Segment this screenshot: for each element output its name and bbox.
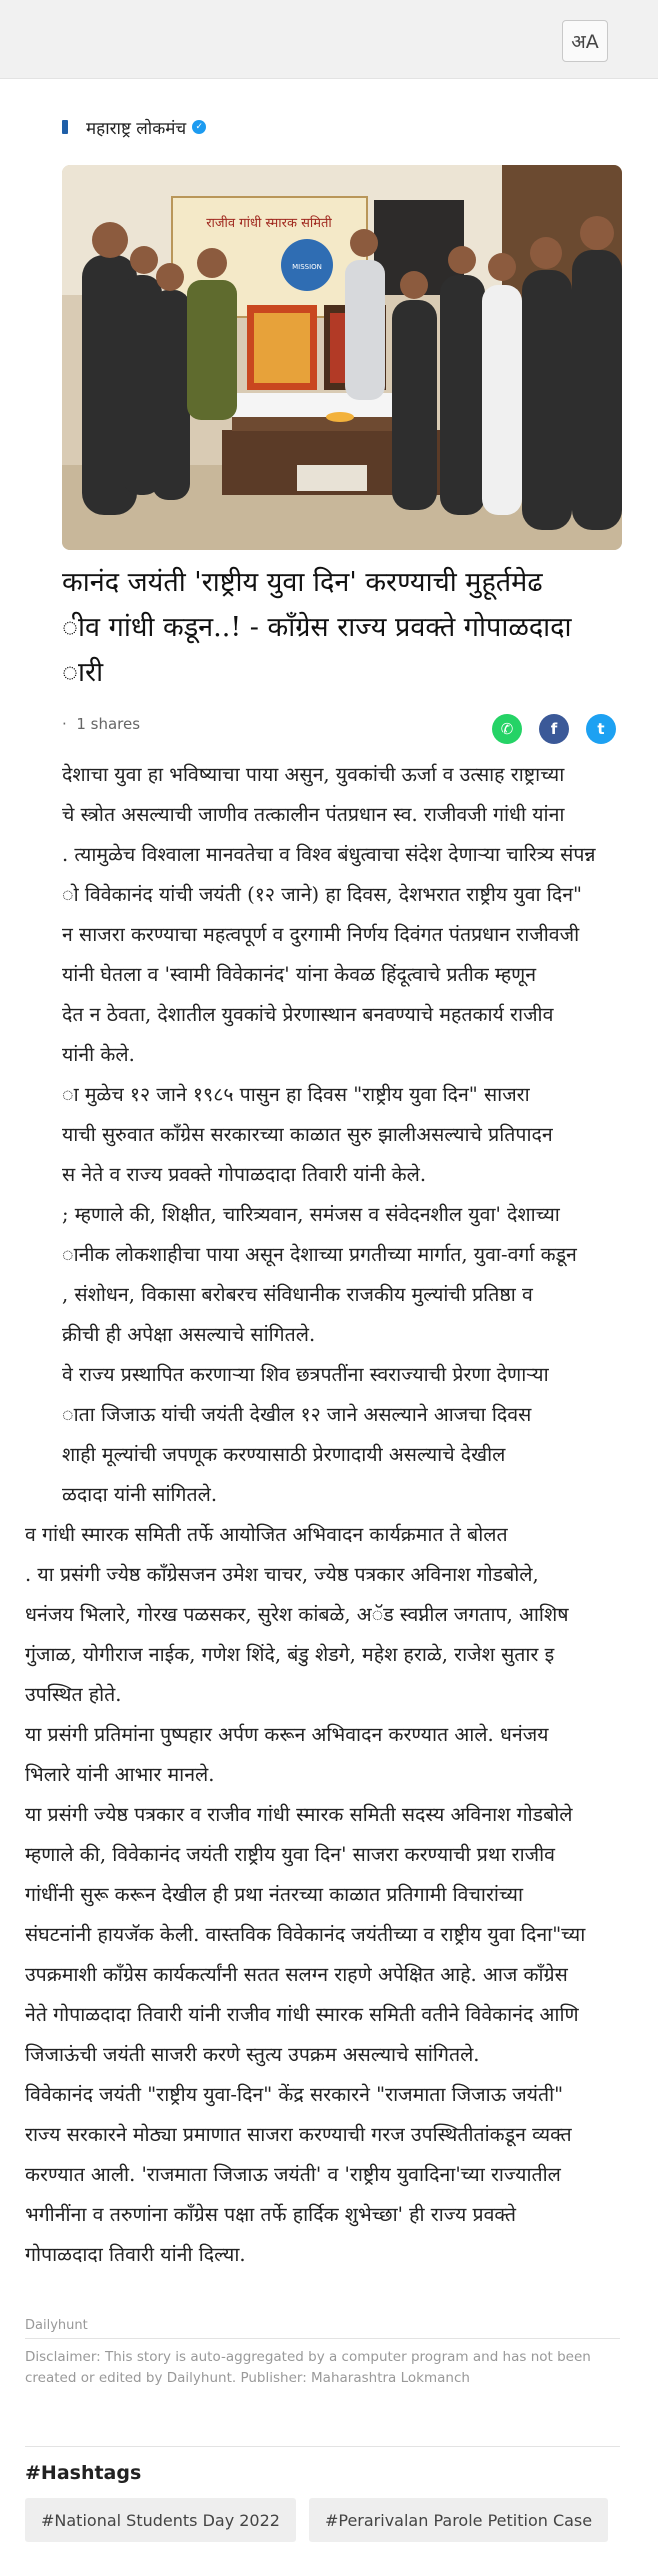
poster-label: MISSION (292, 263, 322, 271)
disclaimer-text: Disclaimer: This story is auto-aggregated by a computer program and has not been created or edited by Dailyhunt. Publisher: Maharashtra Lokmanch (25, 2349, 591, 2386)
article-paragraph: वे राज्य प्रस्थापित करणाऱ्या शिव छत्रपतींना स्वराज्याची प्रेरणा देणाऱ्या ाता जिजाऊ यांची जयंती देखील १२ जाने असल्याने आजचा दिवस शाही मूल्यांची जपणूक करण्यासाठी प्रेरणादायी असल्याचे देखील ळदादा यांनी सांगितले. (62, 1363, 549, 1506)
article-paragraph: ; म्हणाले की, शिक्षीत, चारित्र्यवान, समंजस व संवेदनशील युवा' देशाच्या ानीक लोकशाहीचा पाया असून देशाच्या प्रगतीच्या मार्गात, युवा-वर्गा कडून , संशोधन, विकासा बरोबरच संविधानीक राजकीय मुल्यांची प्रतिष्ठा व क्रीची ही अपेक्षा असल्याचे सांगितले. (62, 1203, 577, 1346)
article-paragraph: ा मुळेच १२ जाने १९८५ पासुन हा दिवस "राष्ट्रीय युवा दिन" साजरा याची सुरुवात काँग्रेस सरकारच्या काळात सुरु झालीअसल्याचे प्रतिपादन स नेते व राज्य प्रवक्ते गोपाळदादा तिवारी यांनी केले. (62, 1083, 553, 1186)
divider (25, 2338, 620, 2339)
top-bar (0, 0, 658, 79)
share-count: · 1 shares (62, 715, 141, 733)
article-paragraph: या प्रसंगी ज्येष्ठ पत्रकार व राजीव गांधी स्मारक समिती सदस्य अविनाश गोडबोले म्हणाले की, विवेकानंद जयंती राष्ट्रीय युवा दिन' साजरा करण्याची प्रथा राजीव गांधींनी सुरू करून देखील ही प्रथा नंतरच्या काळात प्रतिगामी विचारांच्या संघटनांनी हायजॅक केली. वास्तविक विवेकानंद जयंतीच्या व राष्ट्रीय युवा दिना"च्या उपक्रमाशी काँग्रेस कार्यकर्त्यांनी सतत सलग्न राहणे अपेक्षित आहे. आज काँग्रेस नेते गोपाळदादा तिवारी यांनी राजीव गांधी स्मारक समिती वतीने विवेकानंद आणि जिजाऊंची जयंती साजरी करणे स्तुत्य उपक्रम असल्याचे सांगितले. (25, 1803, 586, 2066)
share-count-text: 1 shares (76, 715, 141, 733)
hashtag-list (25, 2498, 608, 2542)
article-body (0, 755, 658, 2335)
banner-text: राजीव गांधी स्मारक समिती (206, 216, 332, 231)
article-paragraph: देशाचा युवा हा भविष्याचा पाया असुन, युवकांची ऊर्जा व उत्साह राष्ट्राच्या चे स्त्रोत असल्याची जाणीव तत्कालीन पंतप्रधान स्व. राजीवजी गांधी यांना . त्यामुळेच विश्वाला मानवतेचा व विश्व बंधुत्वाचा संदेश देणाऱ्या चारित्र्य संपन्न ो विवेकानंद यांची जयंती (१२ जाने) हा दिवस, देशभरात राष्ट्रीय युवा दिन" न साजरा करण्याचा महत्वपूर्ण व दुरगामी निर्णय दिवंगत पंतप्रधान राजीवजी यांनी घेतला व 'स्वामी विवेकानंद' यांना केवळ हिंदूत्वाचे प्रतीक म्हणून देत न ठेवता, देशातील युवकांचे प्रेरणास्थान बनवण्याचे महतकार्य राजीव यांनी केले. (62, 763, 596, 1066)
publisher-logo-icon (62, 120, 68, 134)
article-paragraph: व गांधी स्मारक समिती तर्फे आयोजित अभिवादन कार्यक्रमात ते बोलत . या प्रसंगी ज्येष्ठ काँग्रेसजन उमेश चाचर, ज्येष्ठ पत्रकार अविनाश गोडबोले, धनंजय भिलारे, गोरख पळसकर, सुरेश कांबळे, अॅड स्वप्नील जगताप, आशिष गुंजाळ, योगीराज नाईक, गणेश शिंदे, बंडु शेडगे, महेश हराळे, राजेश सुतार इ उपस्थित होते. (25, 1523, 569, 1706)
whatsapp-icon[interactable]: ✆ (492, 714, 522, 744)
hashtag-chip[interactable]: #Perarivalan Parole Petition Case (309, 2498, 608, 2542)
publisher-source[interactable] (62, 112, 206, 142)
article-paragraph: या प्रसंगी प्रतिमांना पुष्पहार अर्पण करून अभिवादन करण्यात आले. धनंजय भिलारे यांनी आभार मानले. (25, 1723, 549, 1786)
article-paragraph: विवेकानंद जयंती "राष्ट्रीय युवा-दिन" केंद्र सरकारने "राजमाता जिजाऊ जयंती" राज्य सरकारने मोठ्या प्रमाणात साजरा करण्याची गरज उपस्थितीतांकडून व्यक्त करण्यात आली. 'राजमाता जिजाऊ जयंती' व 'राष्ट्रीय युवादिना'च्या राज्यातील भगीनींना व तरुणांना काँग्रेस पक्षा तर्फे हार्दिक शुभेच्छा' ही राज्य प्रवक्ते गोपाळदादा तिवारी यांनी दिल्या. (25, 2083, 572, 2266)
hero-photo (62, 165, 622, 550)
hashtags-heading: #Hashtags (25, 2462, 142, 2484)
font-size-icon: अA (571, 31, 599, 53)
publisher-name: महाराष्ट्र लोकमंच (86, 118, 187, 139)
facebook-icon[interactable]: f (539, 714, 569, 744)
twitter-icon[interactable]: t (586, 714, 616, 744)
font-size-button[interactable] (562, 20, 608, 62)
article-title: कानंद जयंती 'राष्ट्रीय युवा दिन' करण्याची मुहूर्तमेढ ीव गांधी कडून..! - काँग्रेस राज्य प्रवक्ते गोपाळदादा ारी (62, 567, 572, 688)
share-buttons (492, 714, 616, 744)
aggregator-label: Dailyhunt (25, 2318, 88, 2333)
hashtag-chip[interactable]: #National Students Day 2022 (25, 2498, 296, 2542)
verified-badge-icon: ✓ (192, 120, 206, 134)
divider (25, 2446, 620, 2447)
article-hero-image (62, 165, 622, 550)
